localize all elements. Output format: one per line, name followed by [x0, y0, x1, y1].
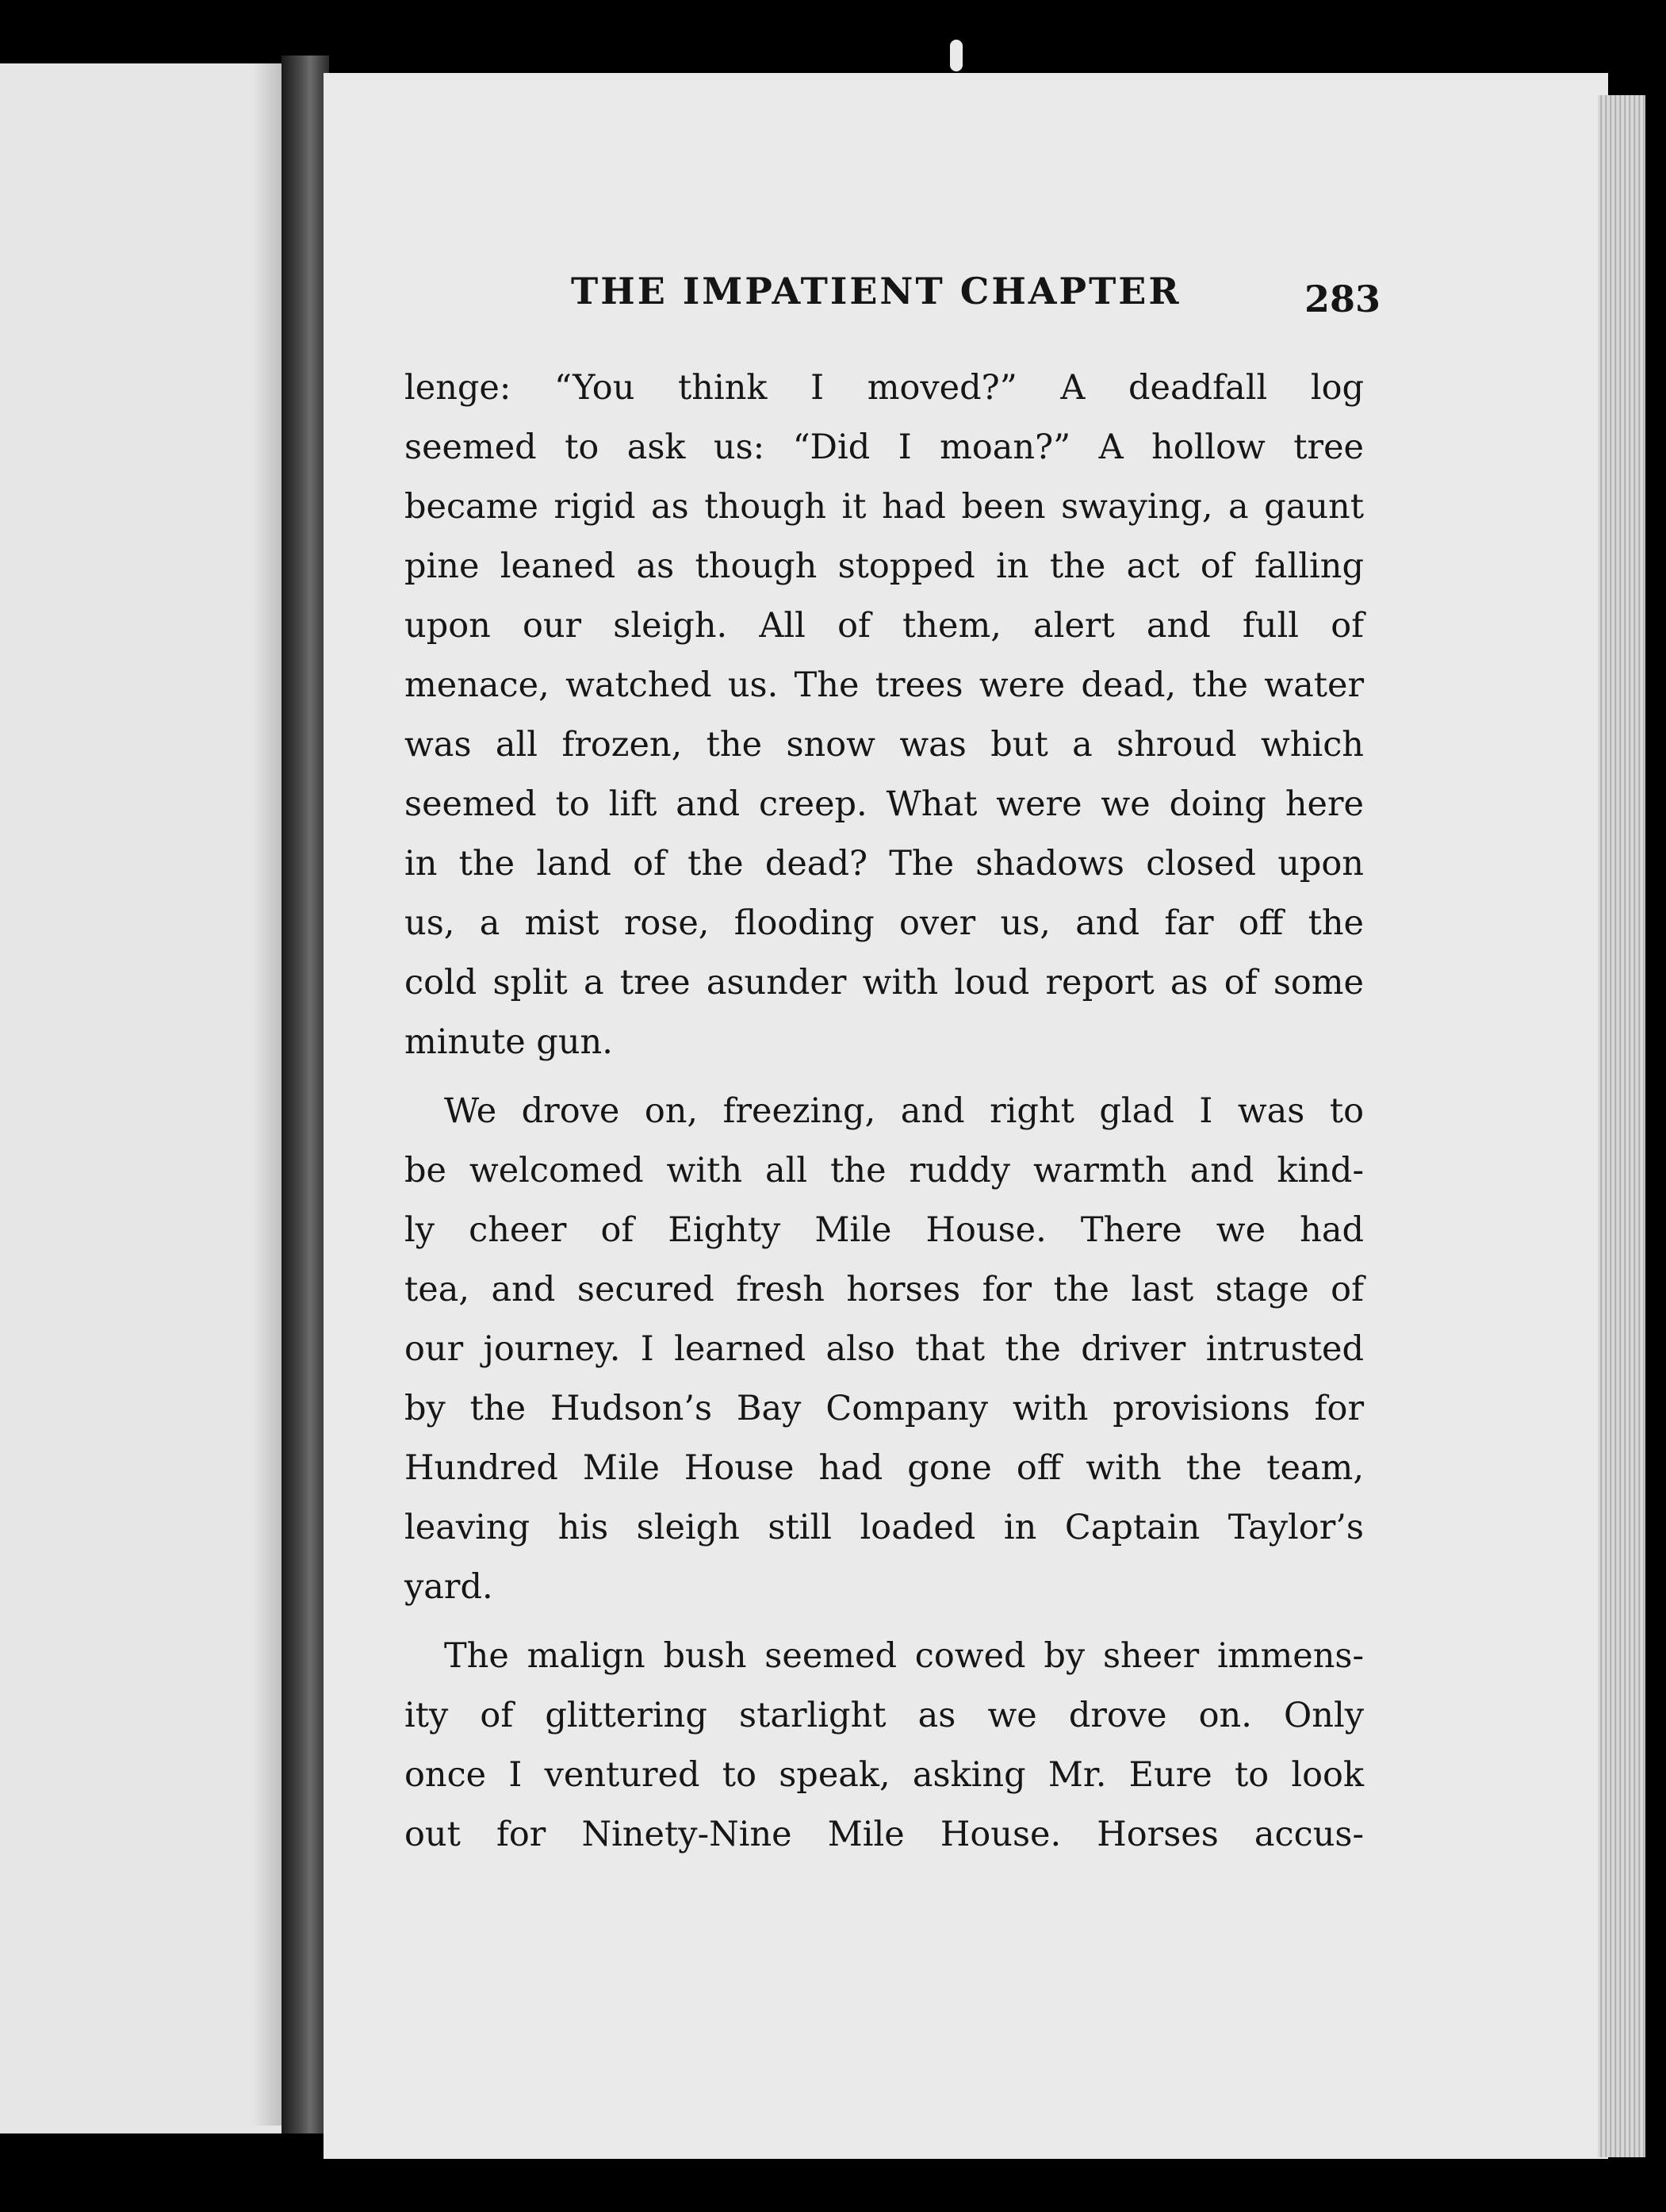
left-page [0, 63, 281, 2133]
text-line: once I ventured to speak, asking Mr. Eure to look [404, 1755, 1364, 1795]
scan-artifact [950, 40, 963, 71]
text-line: seemed to lift and creep. What were we doing here [404, 784, 1364, 824]
text-line: We drove on, freezing, and right glad I was to [444, 1091, 1364, 1131]
text-line: minute gun. [404, 1022, 613, 1062]
text-line: was all frozen, the snow was but a shroud which [404, 725, 1364, 765]
left-page-gutter [252, 63, 284, 2126]
text-line: Hundred Mile House had gone off with the team, [404, 1448, 1364, 1488]
text-line: ity of glittering starlight as we drove on. Only [404, 1696, 1364, 1735]
text-line: menace, watched us. The trees were dead, the water [404, 665, 1364, 705]
text-line: became rigid as though it had been swaying, a gaunt [404, 487, 1364, 527]
text-line: leaving his sleigh still loaded in Captain Taylor’s [404, 1508, 1364, 1547]
text-line: seemed to ask us: “Did I moan?” A hollow tree [404, 427, 1364, 467]
text-line: us, a mist rose, flooding over us, and far off the [404, 903, 1364, 943]
book-spine [281, 56, 329, 2133]
text-line: pin⁣e leaned as though stopped in the act of falling [404, 546, 1364, 586]
running-head: THE IMPATIENT CHAPTER [571, 270, 1182, 312]
text-line: tea, and secured fresh horses for the last stage of [404, 1270, 1364, 1309]
text-line: be welcomed with all the ruddy warmth and kind- [404, 1151, 1364, 1190]
text-line: The malign bush seemed cowed by sheer immens- [444, 1636, 1364, 1676]
text-line: out for Ninety-Nine Mile House. Horses accus- [404, 1815, 1364, 1854]
text-line: lenge: “You think I moved?” A deadfall log [404, 368, 1364, 408]
text-line: upon our sleigh. All of them, alert and full of [404, 606, 1364, 646]
text-line: ly cheer of Eighty Mile House. There we had [404, 1210, 1364, 1250]
text-line: our journey. I learned also that the driver intrusted [404, 1329, 1364, 1369]
text-line: by the Hudson’s Bay Company with provisions for [404, 1389, 1364, 1428]
page-edges [1598, 95, 1645, 2157]
right-page-text [404, 358, 1364, 1865]
page-number: 283 [1304, 278, 1381, 320]
text-line: in the land of the dead? The shadows closed upon [404, 844, 1364, 884]
text-line: yard. [404, 1567, 493, 1607]
text-line: cold split a tree asunder with loud report as of some [404, 963, 1364, 1002]
